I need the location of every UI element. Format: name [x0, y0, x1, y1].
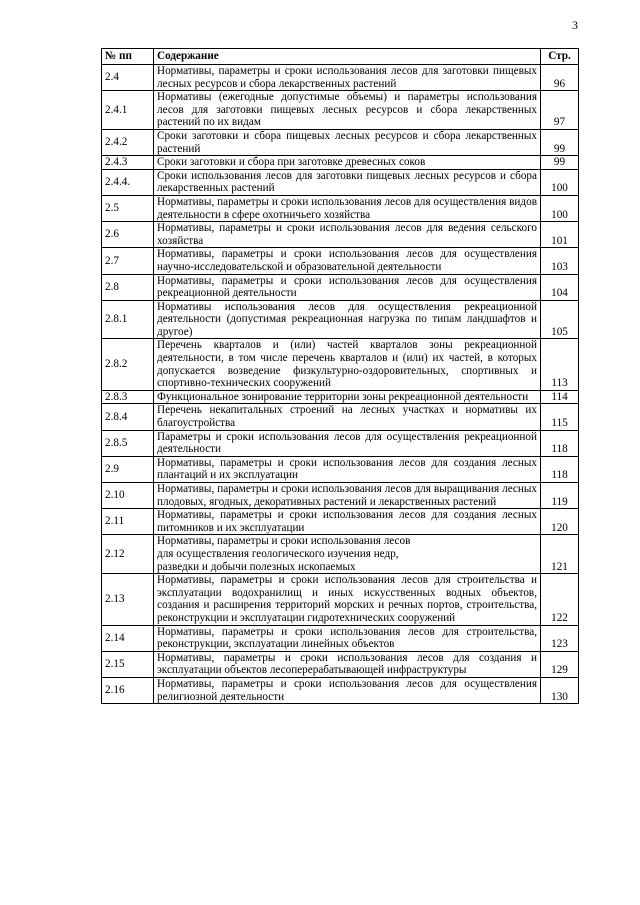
section-title: Нормативы, параметры и сроки использования лесов для выращивания лесных плодовых, ягодных, декоративных растений и лекарственных растений: [154, 483, 541, 509]
section-title: Нормативы, параметры и сроки использования лесов для создания лесных плантаций и их эксплуатации: [154, 456, 541, 482]
section-page: 114: [541, 390, 579, 404]
table-row: [102, 129, 579, 155]
section-number: 2.4.4.: [102, 169, 154, 195]
table-of-contents: [101, 48, 579, 704]
section-page: 113: [541, 339, 579, 390]
section-page: 119: [541, 483, 579, 509]
section-number: 2.13: [102, 574, 154, 625]
section-title: Сроки заготовки и сбора при заготовке древесных соков: [154, 156, 541, 170]
table-row: [102, 195, 579, 221]
section-title: Нормативы, параметры и сроки использования лесов для осуществления видов деятельности в сфере охотничьего хозяйства: [154, 195, 541, 221]
section-title: Перечень кварталов и (или) частей кварталов зоны рекреационной деятельности, в том числе перечень кварталов и (или) их частей, в которых допускается возведение физкультурно-оздоровительных, спортивных и спортивно-технических сооружений: [154, 339, 541, 390]
section-title: Нормативы, параметры и сроки использования лесов для осуществления религиозной деятельности: [154, 677, 541, 703]
section-title: Сроки заготовки и сбора пищевых лесных ресурсов и сбора лекарственных растений: [154, 129, 541, 155]
section-title-line: для осуществления геологического изучения недр,: [157, 547, 399, 560]
section-title: Нормативы, параметры и сроки использования лесов для осуществления рекреационной деятельности: [154, 274, 541, 300]
section-page: 118: [541, 430, 579, 456]
section-title-line: Нормативы, параметры и сроки использования лесов: [157, 535, 411, 548]
section-number: 2.16: [102, 677, 154, 703]
section-title: Функциональное зонирование территории зоны рекреационной деятельности: [154, 390, 541, 404]
section-page: 121: [541, 535, 579, 574]
table-row: [102, 156, 579, 170]
header-page: Стр.: [541, 49, 579, 65]
section-number: 2.6: [102, 222, 154, 248]
table-row: [102, 677, 579, 703]
section-title: Перечень некапитальных строений на лесных участках и нормативы их благоустройства: [154, 404, 541, 430]
section-number: 2.9: [102, 456, 154, 482]
section-number: 2.8.3: [102, 390, 154, 404]
section-title: Сроки использования лесов для заготовки пищевых лесных ресурсов и сбора лекарственных растений: [154, 169, 541, 195]
section-title: Нормативы (ежегодные допустимые объемы) и параметры использования лесов для заготовки пищевых лесных ресурсов и сбора лекарственных растений по их видам: [154, 91, 541, 130]
section-number: 2.14: [102, 625, 154, 651]
table-row: [102, 65, 579, 91]
section-number: 2.11: [102, 509, 154, 535]
section-title: Нормативы, параметры и сроки использования лесов для создания и эксплуатации объектов лесоперерабатывающей инфраструктуры: [154, 651, 541, 677]
page-number: 3: [572, 18, 578, 32]
table-row: [102, 625, 579, 651]
header-content: Содержание: [154, 49, 541, 65]
table-row: [102, 169, 579, 195]
table-row: [102, 274, 579, 300]
table-row: [102, 509, 579, 535]
table-row: [102, 91, 579, 130]
section-number: 2.4.2: [102, 129, 154, 155]
section-number: 2.4.1: [102, 91, 154, 130]
section-title-line: разведки и добычи полезных ископаемых: [157, 560, 356, 573]
section-title: Нормативы, параметры и сроки использования лесов для строительства и эксплуатации водохранилищ и иных искусственных водных объектов, создания и расширения территорий морских и речных портов, строительства, реконструкции и эксплуатации гидротехнических сооружений: [154, 574, 541, 625]
table-row: [102, 339, 579, 390]
section-number: 2.12: [102, 535, 154, 574]
section-page: 103: [541, 248, 579, 274]
section-title: [154, 535, 541, 574]
section-page: 96: [541, 65, 579, 91]
section-page: 100: [541, 169, 579, 195]
section-number: 2.4: [102, 65, 154, 91]
section-page: 130: [541, 677, 579, 703]
section-page: 104: [541, 274, 579, 300]
section-page: 115: [541, 404, 579, 430]
section-title: Нормативы, параметры и сроки использования лесов для строительства, реконструкции, эксплуатации линейных объектов: [154, 625, 541, 651]
table-header-row: [102, 49, 579, 65]
table-row: [102, 574, 579, 625]
section-number: 2.8: [102, 274, 154, 300]
section-number: 2.8.5: [102, 430, 154, 456]
section-page: 129: [541, 651, 579, 677]
table-row: [102, 456, 579, 482]
section-title: Нормативы использования лесов для осуществления рекреационной деятельности (допустимая рекреационная нагрузка по типам ландшафтов и другое): [154, 300, 541, 339]
section-number: 2.8.1: [102, 300, 154, 339]
table-row: [102, 390, 579, 404]
table-row: [102, 222, 579, 248]
section-number: 2.8.2: [102, 339, 154, 390]
table-row: [102, 248, 579, 274]
table-row: [102, 651, 579, 677]
section-title: Нормативы, параметры и сроки использования лесов для создания лесных питомников и их эксплуатации: [154, 509, 541, 535]
section-page: 118: [541, 456, 579, 482]
section-page: 99: [541, 156, 579, 170]
section-number: 2.10: [102, 483, 154, 509]
header-number: № пп: [102, 49, 154, 65]
section-page: 105: [541, 300, 579, 339]
section-page: 97: [541, 91, 579, 130]
section-page: 99: [541, 129, 579, 155]
section-page: 123: [541, 625, 579, 651]
table-row: [102, 430, 579, 456]
section-title: Нормативы, параметры и сроки использования лесов для заготовки пищевых лесных ресурсов и сбора лекарственных растений: [154, 65, 541, 91]
section-page: 120: [541, 509, 579, 535]
section-page: 100: [541, 195, 579, 221]
section-page: 122: [541, 574, 579, 625]
section-title: Нормативы, параметры и сроки использования лесов для ведения сельского хозяйства: [154, 222, 541, 248]
section-number: 2.7: [102, 248, 154, 274]
section-number: 2.4.3: [102, 156, 154, 170]
section-number: 2.15: [102, 651, 154, 677]
section-page: 101: [541, 222, 579, 248]
table-row: [102, 404, 579, 430]
table-row: [102, 535, 579, 574]
section-title: Нормативы, параметры и сроки использования лесов для осуществления научно-исследовательской и образовательной деятельности: [154, 248, 541, 274]
section-number: 2.5: [102, 195, 154, 221]
table-row: [102, 300, 579, 339]
section-title: Параметры и сроки использования лесов для осуществления рекреационной деятельности: [154, 430, 541, 456]
table-row: [102, 483, 579, 509]
section-number: 2.8.4: [102, 404, 154, 430]
